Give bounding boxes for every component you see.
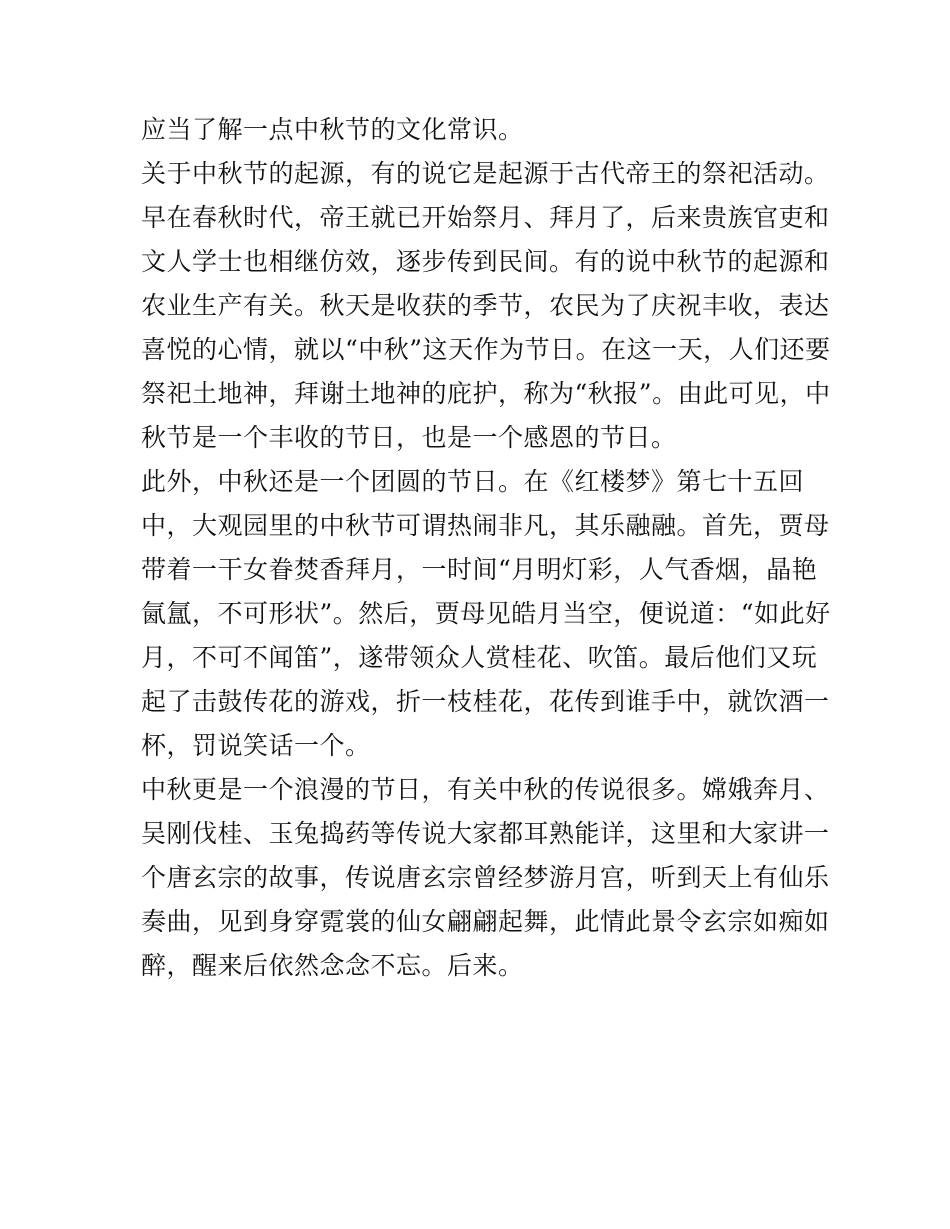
text-line: 月，不可不闻笛”，遂带领众人赏桂花、吹笛。最后他们又玩 <box>141 643 818 672</box>
text-line: 吴刚伐桂、玉兔捣药等传说大家都耳熟能详，这里和大家讲一 <box>141 819 830 848</box>
text-line: 醉，醒来后依然念念不忘。后来。 <box>141 951 524 980</box>
text-line: 秋节是一个丰收的节日，也是一个感恩的节日。 <box>141 423 677 452</box>
text-line: 关于中秋节的起源，有的说它是起源于古代帝王的祭祀活动。 <box>141 159 830 188</box>
text-line: 喜悦的心情，就以“中秋”这天作为节日。在这一天，人们还要 <box>141 335 831 364</box>
text-line: 早在春秋时代，帝王就已开始祭月、拜月了，后来贵族官吏和 <box>141 203 830 232</box>
text-line: 个唐玄宗的故事，传说唐玄宗曾经梦游月宫，听到天上有仙乐 <box>141 863 830 892</box>
text-line: 文人学士也相继仿效，逐步传到民间。有的说中秋节的起源和 <box>141 247 830 276</box>
text-line: 此外，中秋还是一个团圆的节日。在《红楼梦》第七十五回 <box>141 467 805 496</box>
document-body <box>141 108 831 988</box>
text-line: 中，大观园里的中秋节可谓热闹非凡，其乐融融。首先，贾母 <box>141 511 830 540</box>
text-line: 奏曲，见到身穿霓裳的仙女翩翩起舞，此情此景令玄宗如痴如 <box>141 907 830 936</box>
text-line: 农业生产有关。秋天是收获的季节，农民为了庆祝丰收，表达 <box>141 291 830 320</box>
text-line: 中秋更是一个浪漫的节日，有关中秋的传说很多。嫦娥奔月、 <box>141 775 830 804</box>
text-line: 杯，罚说笑话一个。 <box>141 731 371 760</box>
text-line: 起了击鼓传花的游戏，折一枝桂花，花传到谁手中，就饮酒一 <box>141 687 830 716</box>
text-line: 带着一干女眷焚香拜月，一时间“月明灯彩，人气香烟，晶艳 <box>141 555 818 584</box>
text-line: 氤氲，不可形状”。然后，贾母见皓月当空，便说道：“如此好 <box>141 599 831 628</box>
text-line: 祭祀土地神，拜谢土地神的庇护，称为“秋报”。由此可见，中 <box>141 379 831 408</box>
text-line: 应当了解一点中秋节的文化常识。 <box>141 115 524 144</box>
